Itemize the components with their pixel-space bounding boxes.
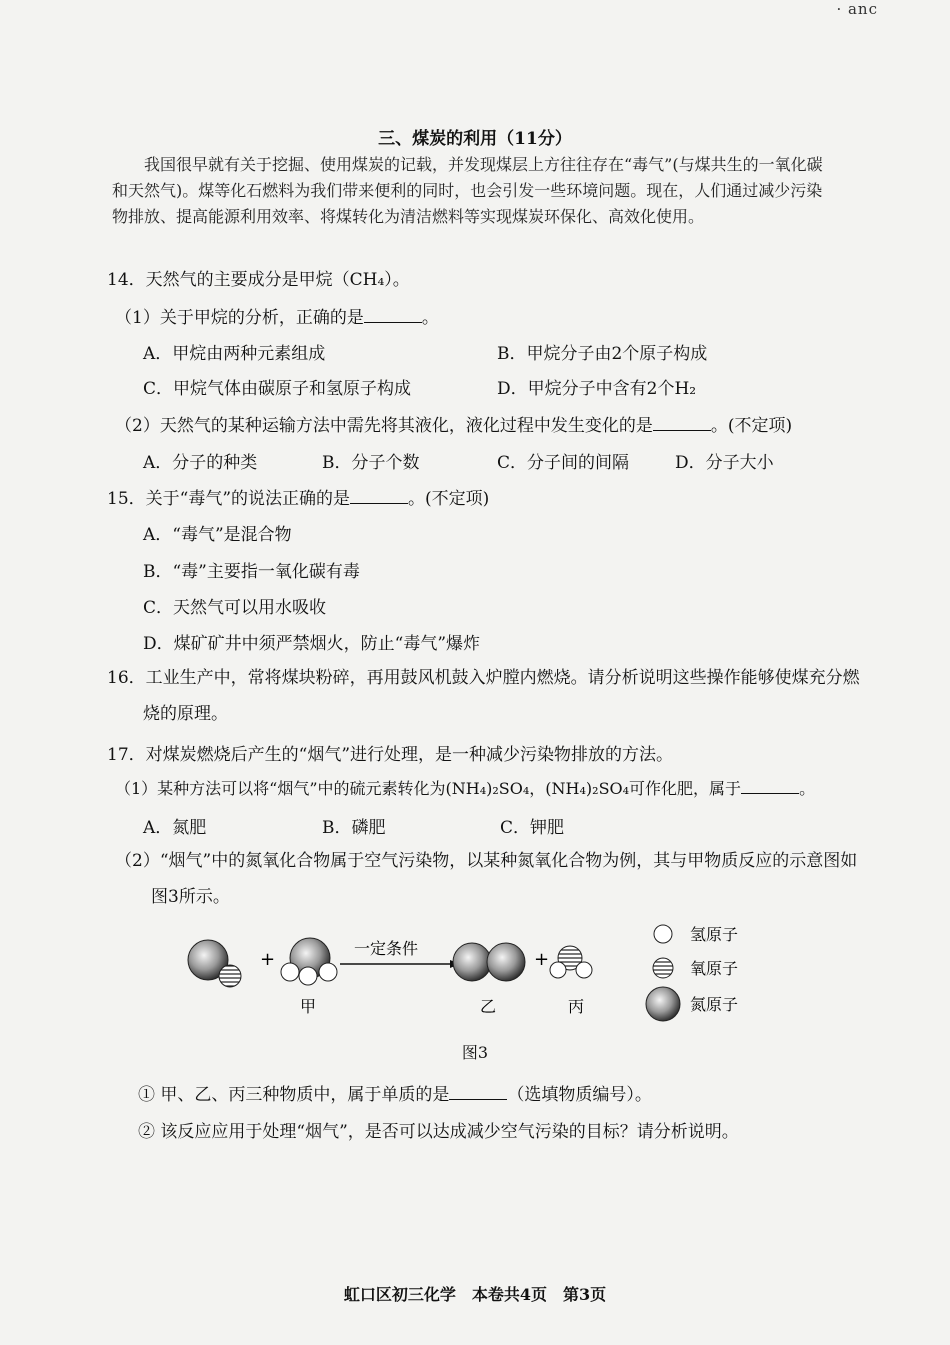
q15-stem (107, 484, 489, 509)
q14-2-text: （2）天然气的某种运输方法中需先将其液化，液化过程中发生变化的是 (115, 416, 653, 436)
q14-1-option-d: D．甲烷分子中含有2个H₂ (497, 379, 697, 399)
answer-blank[interactable] (350, 489, 408, 504)
legend-oxygen: 氧原子 (690, 959, 739, 978)
q15-option-a: A．“毒气”是混合物 (143, 525, 292, 545)
q15-end: 。(不定项) (408, 489, 490, 509)
q14-1-text: （1）关于甲烷的分析，正确的是 (115, 308, 364, 328)
hydrogen-legend-icon (654, 925, 672, 943)
q15-text: 15．关于“毒气”的说法正确的是 (107, 489, 351, 509)
q14-2 (115, 411, 792, 436)
q17-2-part1-end: （选填物质编号）。 (507, 1085, 652, 1105)
q15-option-d: D．煤矿矿井中须严禁烟火，防止“毒气”爆炸 (143, 634, 481, 654)
label-bing: 丙 (568, 997, 585, 1016)
q14-stem: 14．天然气的主要成分是甲烷（CH₄）。 (107, 270, 410, 290)
answer-blank[interactable] (653, 416, 711, 431)
plus-sign-1: + (260, 949, 276, 970)
molecule-bing (550, 946, 592, 978)
q17-1-text: （1）某种方法可以将“烟气”中的硫元素转化为(NH₄)₂SO₄，(NH₄)₂SO₄可作化肥，属于 (115, 779, 742, 798)
q17-2-text: （2）“烟气”中的氮氧化合物属于空气污染物，以某种氮氧化合物为例，其与甲物质反应的示意图如图3所示。 (115, 851, 858, 907)
figure-caption: 图3 (461, 1043, 489, 1062)
nitrogen-legend-icon (646, 987, 680, 1021)
legend-nitrogen: 氮原子 (690, 995, 739, 1014)
label-jia: 甲 (300, 997, 317, 1016)
q14-1-option-c: C．甲烷气体由碳原子和氢原子构成 (143, 379, 412, 399)
oxygen-legend-icon (653, 958, 673, 978)
q17-2-part2: ② 该反应应用于处理“烟气”，是否可以达成减少空气污染的目标？请分析说明。 (138, 1122, 739, 1142)
q17-1 (115, 776, 815, 799)
answer-blank[interactable] (449, 1085, 507, 1100)
legend-hydrogen: 氢原子 (690, 925, 739, 944)
molecule-yi (453, 943, 525, 981)
q14-2-option-d: D．分子大小 (675, 453, 774, 473)
q15-option-c: C．天然气可以用水吸收 (143, 598, 327, 618)
q17-1-option-a: A．氮肥 (143, 818, 207, 838)
q17-2-part1-text: ① 甲、乙、丙三种物质中，属于单质的是 (138, 1085, 450, 1105)
hydrogen-atom (576, 962, 592, 978)
q14-2-option-c: C．分子间的间隔 (497, 453, 630, 473)
q17-1-end: 。 (799, 779, 816, 798)
page-footer: 虹口区初三化学 本卷共4页 第3页 (343, 1285, 607, 1304)
q14-2-option-a: A．分子的种类 (143, 453, 258, 473)
q15-option-b: B．“毒”主要指一氧化碳有毒 (143, 562, 360, 582)
q14-1-option-b: B．甲烷分子由2个原子构成 (497, 344, 708, 364)
q14-1-option-a: A．甲烷由两种元素组成 (143, 344, 326, 364)
hydrogen-atom (299, 967, 317, 985)
q14-2-end: 。(不定项) (710, 416, 793, 436)
q17-2-part1 (138, 1080, 652, 1105)
nitrogen-atom (453, 943, 491, 981)
q17-1-option-b: B．磷肥 (322, 818, 386, 838)
oxygen-atom (219, 965, 241, 987)
q17-stem: 17．对煤炭燃烧后产生的“烟气”进行处理，是一种减少污染物排放的方法。 (107, 745, 674, 765)
legend (646, 925, 738, 1021)
hydrogen-atom (550, 962, 566, 978)
molecule-jia (281, 938, 337, 985)
q17-1-option-c: C．钾肥 (500, 818, 565, 838)
answer-blank[interactable] (741, 779, 799, 794)
label-yi: 乙 (480, 997, 497, 1016)
hydrogen-atom (319, 963, 337, 981)
nitrogen-atom (487, 943, 525, 981)
q14-2-option-b: B．分子个数 (322, 453, 420, 473)
corner-mark: · anc (836, 0, 878, 18)
reaction-diagram (178, 920, 778, 1030)
molecule-1 (188, 940, 241, 987)
section-intro: 我国很早就有关于挖掘、使用煤炭的记载，并发现煤层上方往往存在“毒气”(与煤共生的一氧化碳和天然气)。煤等化石燃料为我们带来便利的同时，也会引发一些环境问题。现在，人们通过减少污染物排放、提高能源利用效率、将煤转化为清洁燃料等实现煤炭环保化、高效化使用。 (112, 155, 823, 226)
q14-1-end: 。 (421, 308, 439, 328)
plus-sign-2: + (534, 949, 550, 970)
hydrogen-atom (281, 963, 299, 981)
section-title: 三、煤炭的利用（11分） (378, 129, 572, 149)
answer-blank[interactable] (364, 308, 422, 323)
q16-text: 16．工业生产中，常将煤块粉碎，再用鼓风机鼓入炉膛内燃烧。请分析说明这些操作能够使煤充分燃烧的原理。 (107, 668, 860, 724)
q14-1 (115, 303, 439, 328)
reaction-condition: 一定条件 (354, 939, 419, 958)
